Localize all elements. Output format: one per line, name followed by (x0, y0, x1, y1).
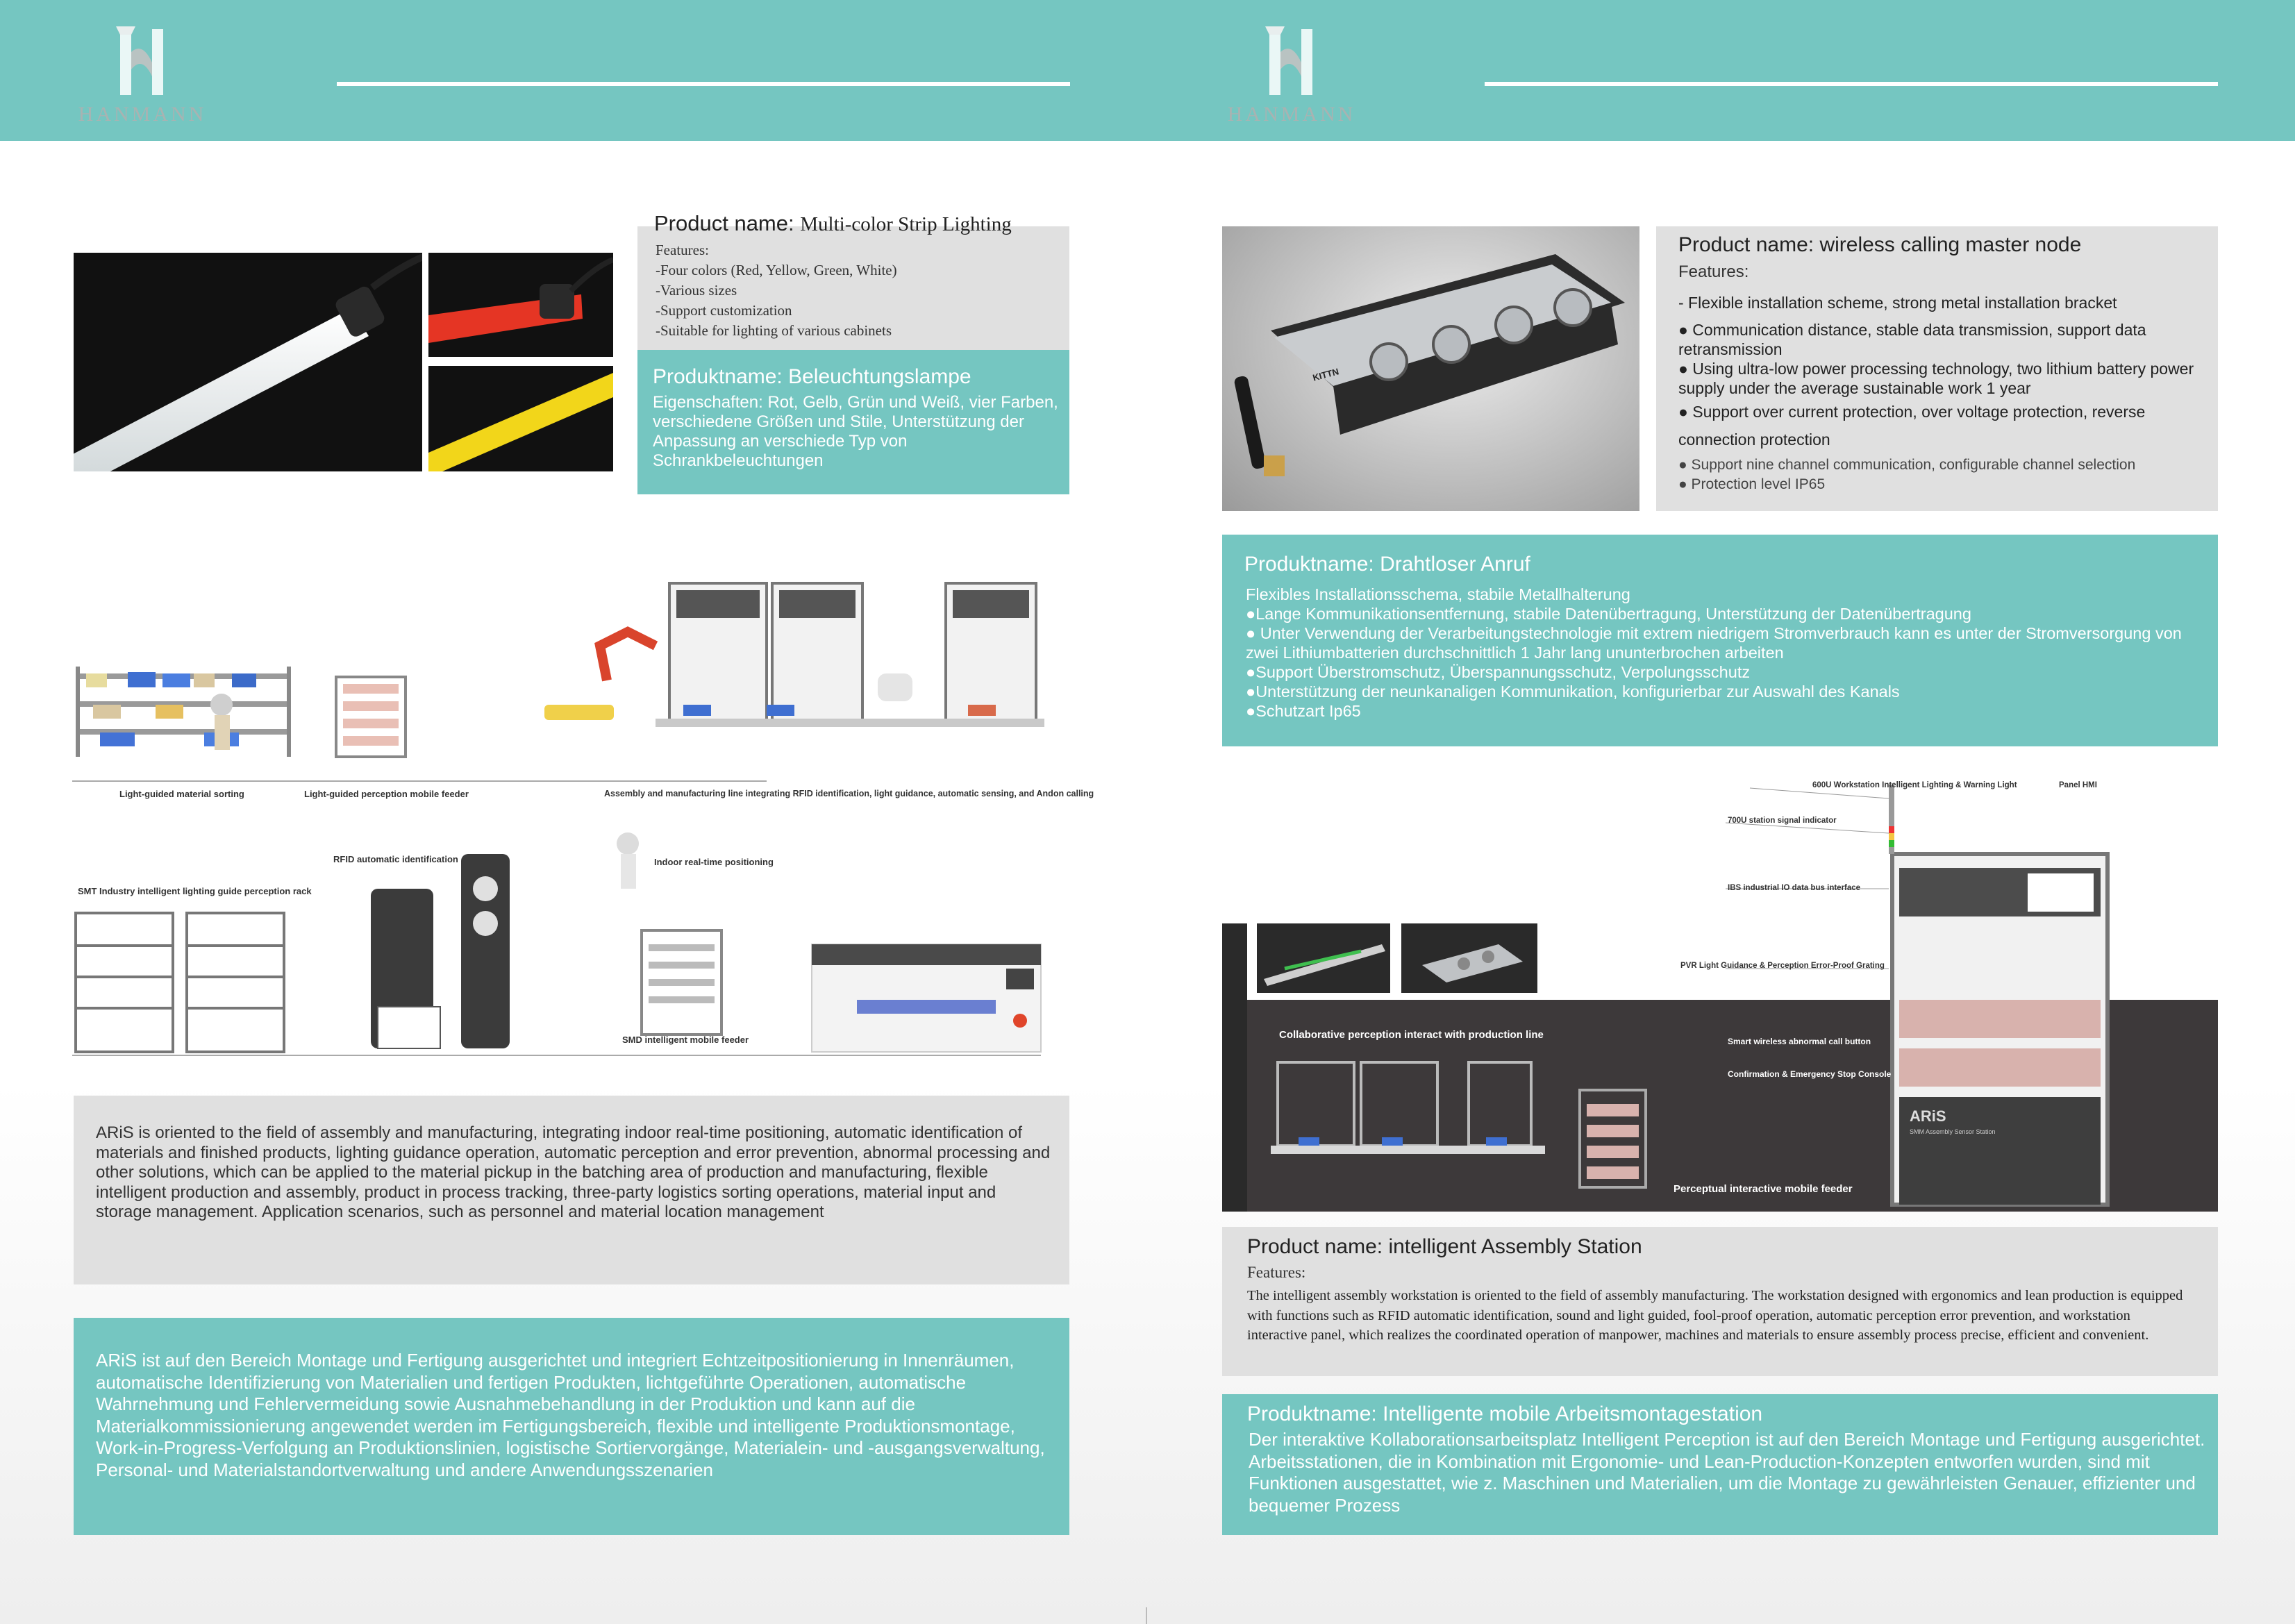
de-body: Eigenschaften: Rot, Gelb, Grün und Weiß, vier Farben, verschiedene Größen und Stile, Unterstützung der Anpassung an verschiede Typ von Schrankbeleuchtungen (653, 393, 1058, 470)
strip-product-de-box (637, 350, 1069, 494)
application-illustration (72, 569, 1072, 1069)
de-title: Produktname: Drahtloser Anruf (1244, 553, 1530, 576)
caption-smt-rack: SMT Industry intelligent lighting guide perception rack (78, 886, 312, 896)
aris-en-text: ARiS is oriented to the field of assembly and manufacturing, integrating indoor real-time positioning, automatic identification of materials and finished products, lighting guidance operation, automatic perception and error prevention, abnormal processing and other solutions, which can be applied to the material pickup in the batching area of production and manufacturing, flexible intelligent production and assembly, product in process tracking, three-party logistics sorting operations, material input and storage management. Application scenarios, such as personnel and material location management (96, 1123, 1051, 1221)
product-name-value: wireless calling master node (1819, 233, 2082, 256)
sorting-shelf (76, 667, 291, 757)
assembly-body: The intelligent assembly workstation is oriented to the field of assembly manufacturing. The workstation designed with ergonomics and lean production is equipped with functions such as RFID automatic identification, sound and light guided, fool-proof operation, automatic perception error prevention, and workstation interactive panel, which realizes the coordinated operation of manpower, machines and materials to ensure assembly process precise, efficient and convenient. (1247, 1288, 2183, 1343)
caption-estop: Confirmation & Emergency Stop Console (1728, 1069, 1892, 1079)
feature-item: -Suitable for lighting of various cabinets (656, 322, 892, 339)
wireless-product-name (1678, 233, 2081, 257)
feature-item: - Flexible installation scheme, strong metal installation bracket (1678, 294, 2117, 312)
de-item: ●Unterstützung der neunkanaligen Kommunikation, konfigurierbar zur Auswahl des Kanals (1246, 683, 1900, 701)
hanmann-logo-icon (1222, 21, 1361, 104)
aris-en-box (74, 1096, 1069, 1284)
feature-item: ● Support over current protection, over voltage protection, reverse connection protection (1678, 403, 2146, 449)
wireless-features-box (1656, 226, 2218, 511)
feature-item: -Four colors (Red, Yellow, Green, White) (656, 262, 897, 278)
strip-feature-list (656, 260, 897, 341)
features-title: Features: (1678, 262, 1749, 281)
de-item: ●Lange Kommunikationsentfernung, stabile Datenübertragung, Unterstützung der Datenübertragung (1246, 605, 1971, 623)
wireless-feature-list (1678, 293, 2213, 453)
header-bar (0, 0, 2295, 141)
logo-text: HANMANN (78, 103, 207, 126)
strip-light-photo-red (428, 253, 613, 357)
de-title: Produktname: Beleuchtungslampe (653, 365, 971, 388)
feature-item: -Support customization (656, 302, 792, 319)
aris-de-box (74, 1318, 1069, 1535)
feature-item: ● Communication distance, stable data transmission, support data retransmission (1678, 321, 2146, 358)
feature-item: ● Using ultra-low power processing technology, two lithium battery power supply under the average sustainable work 1 year (1678, 360, 2194, 397)
product-name-label: Product name: (1678, 233, 1814, 256)
rfid-gate (371, 854, 510, 1048)
assembly-product-name (1247, 1235, 1642, 1259)
features-title: Features: (1247, 1264, 1306, 1281)
caption-io-bus: IBS industrial IO data bus interface (1728, 884, 1861, 892)
de-body: Der interaktive Kollaborationsarbeitsplatz Intelligent Perception ist auf den Bereich Montage und Fertigung ausgerichtet. Arbeitsstationen, die in Kombination mit Ergonomie- und Lean-Production-Konzepten entworfen wurden, sind mit Funktionen ausgestattet, wie z. Maschinen und Materialien, um die Montage zu gewährleisten Genauer, effizienter und bequemer Prozess (1249, 1429, 2205, 1516)
indoor-positioning-figure (617, 832, 639, 889)
station-illustration (1222, 771, 2218, 1212)
feature-item: -Various sizes (656, 282, 737, 299)
caption-mobile-feeder: Perceptual interactive mobile feeder (1674, 1183, 1853, 1195)
aris-logo: ARiS (1910, 1107, 1946, 1125)
product-name-value: intelligent Assembly Station (1388, 1235, 1642, 1258)
aris-de-text: ARiS ist auf den Bereich Montage und Fertigung ausgerichtet und integriert Echtzeitpositionierung in Innenräumen, automatische Identifizierung von Materialien und fertigen Produkten, lichtgeführte Operationen, automatische Wahrnehmung und Fehlervermeidung sowie Ausnahmebehandlung in der Produktion und kann auf die Materialkommissionierung angewendet werden im Fertigungsbereich, flexible und intelligente Produktionsmontage, Work-in-Progress-Verfolgung an Produktionslinien, logistische Sortiervorgänge, Materialein- und -ausgangsverwaltung, Personal- und Materialstandortverwaltung und andere Anwendungsszenarien (96, 1350, 1045, 1480)
strip-light-photo-white (74, 253, 422, 471)
brand-logo-left (73, 21, 212, 146)
strip-product-name (654, 211, 1012, 236)
strip-product-features-box (637, 211, 1069, 350)
logo-text: HANMANN (1227, 103, 1356, 126)
feature-item: ● Support nine channel communication, configurable channel selection (1678, 457, 2136, 473)
smt-racks (76, 913, 284, 1052)
caption-mobile-feeder: Light-guided perception mobile feeder (304, 789, 469, 799)
de-item: Flexibles Installationsschema, stabile Metallhalterung (1246, 585, 1630, 603)
application-diagram (72, 569, 1094, 1069)
assembly-features-box (1222, 1227, 2218, 1376)
caption-pvr: PVR Light Guidance & Perception Error-Proof Grating (1680, 962, 1885, 970)
assembly-line (544, 583, 1044, 727)
assembly-station-diagram (1222, 771, 2218, 1212)
de-item: ●Schutzart Ip65 (1246, 702, 1361, 720)
header-rule-left (337, 82, 1070, 86)
product-name-label: Product name: (1247, 1235, 1383, 1258)
hanmann-logo-icon (73, 21, 212, 104)
caption-smd-feeder: SMD intelligent mobile feeder (622, 1035, 749, 1045)
feature-item: ● Protection level IP65 (1678, 476, 1826, 492)
caption-workstation-light: 600U Workstation Intelligent Lighting & Warning Light (1812, 781, 2017, 789)
assembly-de-box (1222, 1394, 2218, 1535)
station-label: SMM Assembly Sensor Station (1910, 1128, 1996, 1135)
de-title: Produktname: Intelligente mobile Arbeitsmontagestation (1247, 1403, 1763, 1425)
header-rule-right (1485, 82, 2218, 86)
de-item: ●Support Überstromschutz, Überspannungsschutz, Verpolungsschutz (1246, 663, 1751, 681)
caption-collab: Collaborative perception interact with production line (1279, 1029, 1544, 1041)
brand-logo-right (1222, 21, 1361, 146)
product-name-label: Product name: (654, 211, 794, 235)
caption-assembly-line: Assembly and manufacturing line integrating RFID identification, light guidance, automatic sensing, and Andon calling (604, 789, 1094, 798)
caption-sorting: Light-guided material sorting (119, 789, 244, 799)
features-title: Features: (656, 242, 709, 258)
de-item: ● Unter Verwendung der Verarbeitungstechnologie mit extrem niedrigem Stromverbrauch kann es unter der Stromversorgung von zwei Lithiumbatterien durchschnittlich 1 Jahr lang ununterbrochen arbeiten (1246, 624, 2182, 662)
page-fold-mark (1146, 1607, 1147, 1624)
caption-call-button: Smart wireless abnormal call button (1728, 1037, 1871, 1046)
strip-light-photo-yellow (428, 366, 613, 471)
device-brand: KITTN (1311, 366, 1340, 383)
caption-indoor-positioning: Indoor real-time positioning (654, 857, 774, 867)
smd-feeder (642, 930, 721, 1035)
caption-panel-hmi: Panel HMI (2059, 781, 2097, 789)
smt-machine (812, 944, 1041, 1052)
mobile-feeder (336, 677, 406, 757)
wireless-de-list (1246, 585, 2204, 721)
caption-rfid: RFID automatic identification (333, 854, 458, 864)
wireless-feature-list-small (1678, 455, 2135, 494)
wireless-device-photo (1222, 226, 1639, 511)
caption-signal-indicator: 700U station signal indicator (1728, 817, 1837, 825)
product-name-value: Multi-color Strip Lighting (800, 213, 1012, 235)
wireless-de-box (1222, 535, 2218, 746)
